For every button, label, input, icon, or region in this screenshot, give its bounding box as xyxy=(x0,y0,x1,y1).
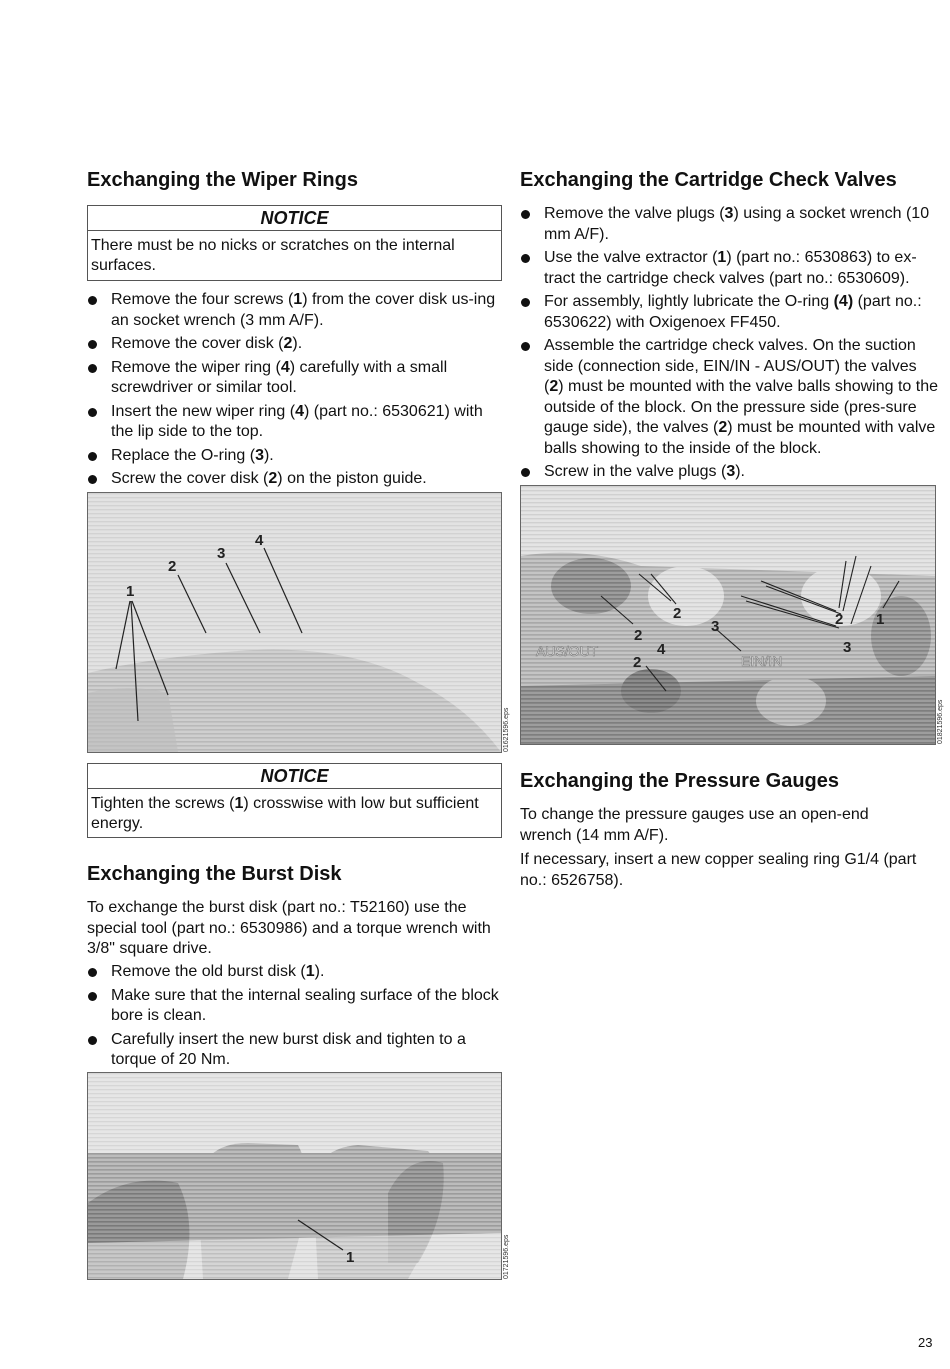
wiper-rings-heading: Exchanging the Wiper Rings xyxy=(87,169,358,191)
callout-2: 2 xyxy=(633,654,642,671)
list-item: Remove the wiper ring (4) carefully with a small screwdriver or similar tool. xyxy=(87,358,500,399)
callout-3: 3 xyxy=(217,545,226,562)
list-item: Make sure that the internal sealing surface of the block bore is clean. xyxy=(87,986,500,1027)
bullet-icon xyxy=(521,468,530,477)
callout-3: 3 xyxy=(711,618,720,635)
bullet-icon xyxy=(88,475,97,484)
wiper-steps-list xyxy=(87,290,500,493)
list-item: Remove the four screws (1) from the cover disk us-ing an socket wrench (3 mm A/F). xyxy=(87,290,500,331)
bullet-icon xyxy=(88,1036,97,1045)
burst-disk-figure xyxy=(87,1072,502,1280)
list-item: Replace the O-ring (3). xyxy=(87,446,500,467)
callout-2: 2 xyxy=(634,627,643,644)
notice-box-screws xyxy=(87,763,502,838)
callout-2: 2 xyxy=(835,611,844,628)
bullet-icon xyxy=(88,340,97,349)
burst-disk-intro: To exchange the burst disk (part no.: T52160) use the special tool (part no.: 6530986) and a torque wrench with 3/8" square drive. xyxy=(87,899,491,957)
figure-code: 01721596.eps xyxy=(503,1234,510,1279)
burst-steps-list xyxy=(87,962,500,1074)
callout-4: 4 xyxy=(657,641,666,658)
port-label-in: EIN/IN xyxy=(741,653,783,669)
wiper-rings-figure xyxy=(87,492,502,753)
bullet-icon xyxy=(521,298,530,307)
notice-box-surfaces xyxy=(87,205,502,281)
bullet-icon xyxy=(521,254,530,263)
check-valves-heading: Exchanging the Cartridge Check Valves xyxy=(520,169,897,191)
bullet-icon xyxy=(521,210,530,219)
bullet-icon xyxy=(88,968,97,977)
pressure-gauges-p2: If necessary, insert a new copper sealing ring G1/4 (part no.: 6526758). xyxy=(520,851,917,889)
notice-text: Tighten the screws (1) crosswise with low but sufficient energy. xyxy=(91,795,479,832)
list-item: Screw the cover disk (2) on the piston guide. xyxy=(87,469,500,490)
notice-title: NOTICE xyxy=(88,206,501,231)
list-item: Use the valve extractor (1) (part no.: 6530863) to ex-tract the cartridge check valves (part no.: 6530609). xyxy=(520,248,938,289)
list-item: Assemble the cartridge check valves. On the suction side (connection side, EIN/IN - AUS/OUT) the valves (2) must be mounted with the valve balls showing to the outside of the block. On the pressure side (pres-sure gauge side), the valves (2) must be mounted with valve balls showing to the inside of the block. xyxy=(520,336,938,459)
callout-1: 1 xyxy=(346,1249,355,1266)
bullet-icon xyxy=(88,364,97,373)
bullet-icon xyxy=(88,296,97,305)
notice-text: There must be no nicks or scratches on the internal surfaces. xyxy=(91,237,455,274)
bullet-icon xyxy=(88,452,97,461)
callout-4: 4 xyxy=(255,532,264,549)
valve-steps-list xyxy=(520,204,938,486)
page-number: 23 xyxy=(918,1335,933,1350)
notice-title: NOTICE xyxy=(88,764,501,789)
figure-code: 01821596.eps xyxy=(937,699,944,744)
list-item: Insert the new wiper ring (4) (part no.: 6530621) with the lip side to the top. xyxy=(87,402,500,443)
list-item: Carefully insert the new burst disk and tighten to a torque of 20 Nm. xyxy=(87,1030,500,1071)
bullet-icon xyxy=(521,342,530,351)
callout-3: 3 xyxy=(843,639,852,656)
callout-2: 2 xyxy=(673,605,682,622)
callout-1: 1 xyxy=(126,583,135,600)
list-item: Remove the cover disk (2). xyxy=(87,334,500,355)
pressure-gauges-heading: Exchanging the Pressure Gauges xyxy=(520,770,839,792)
list-item: Remove the old burst disk (1). xyxy=(87,962,500,983)
callout-1: 1 xyxy=(876,611,885,628)
bullet-icon xyxy=(88,408,97,417)
callout-2: 2 xyxy=(168,558,177,575)
check-valves-figure xyxy=(520,485,936,745)
pressure-gauges-p1: To change the pressure gauges use an open-end wrench (14 mm A/F). xyxy=(520,806,869,844)
bullet-icon xyxy=(88,992,97,1001)
list-item: Remove the valve plugs (3) using a socket wrench (10 mm A/F). xyxy=(520,204,938,245)
burst-disk-heading: Exchanging the Burst Disk xyxy=(87,863,342,885)
list-item: For assembly, lightly lubricate the O-ring (4) (part no.: 6530622) with Oxigenoex FF450. xyxy=(520,292,938,333)
port-label-out: AUS/OUT xyxy=(536,643,599,659)
figure-code: 01621596.eps xyxy=(503,707,510,752)
list-item: Screw in the valve plugs (3). xyxy=(520,462,938,483)
